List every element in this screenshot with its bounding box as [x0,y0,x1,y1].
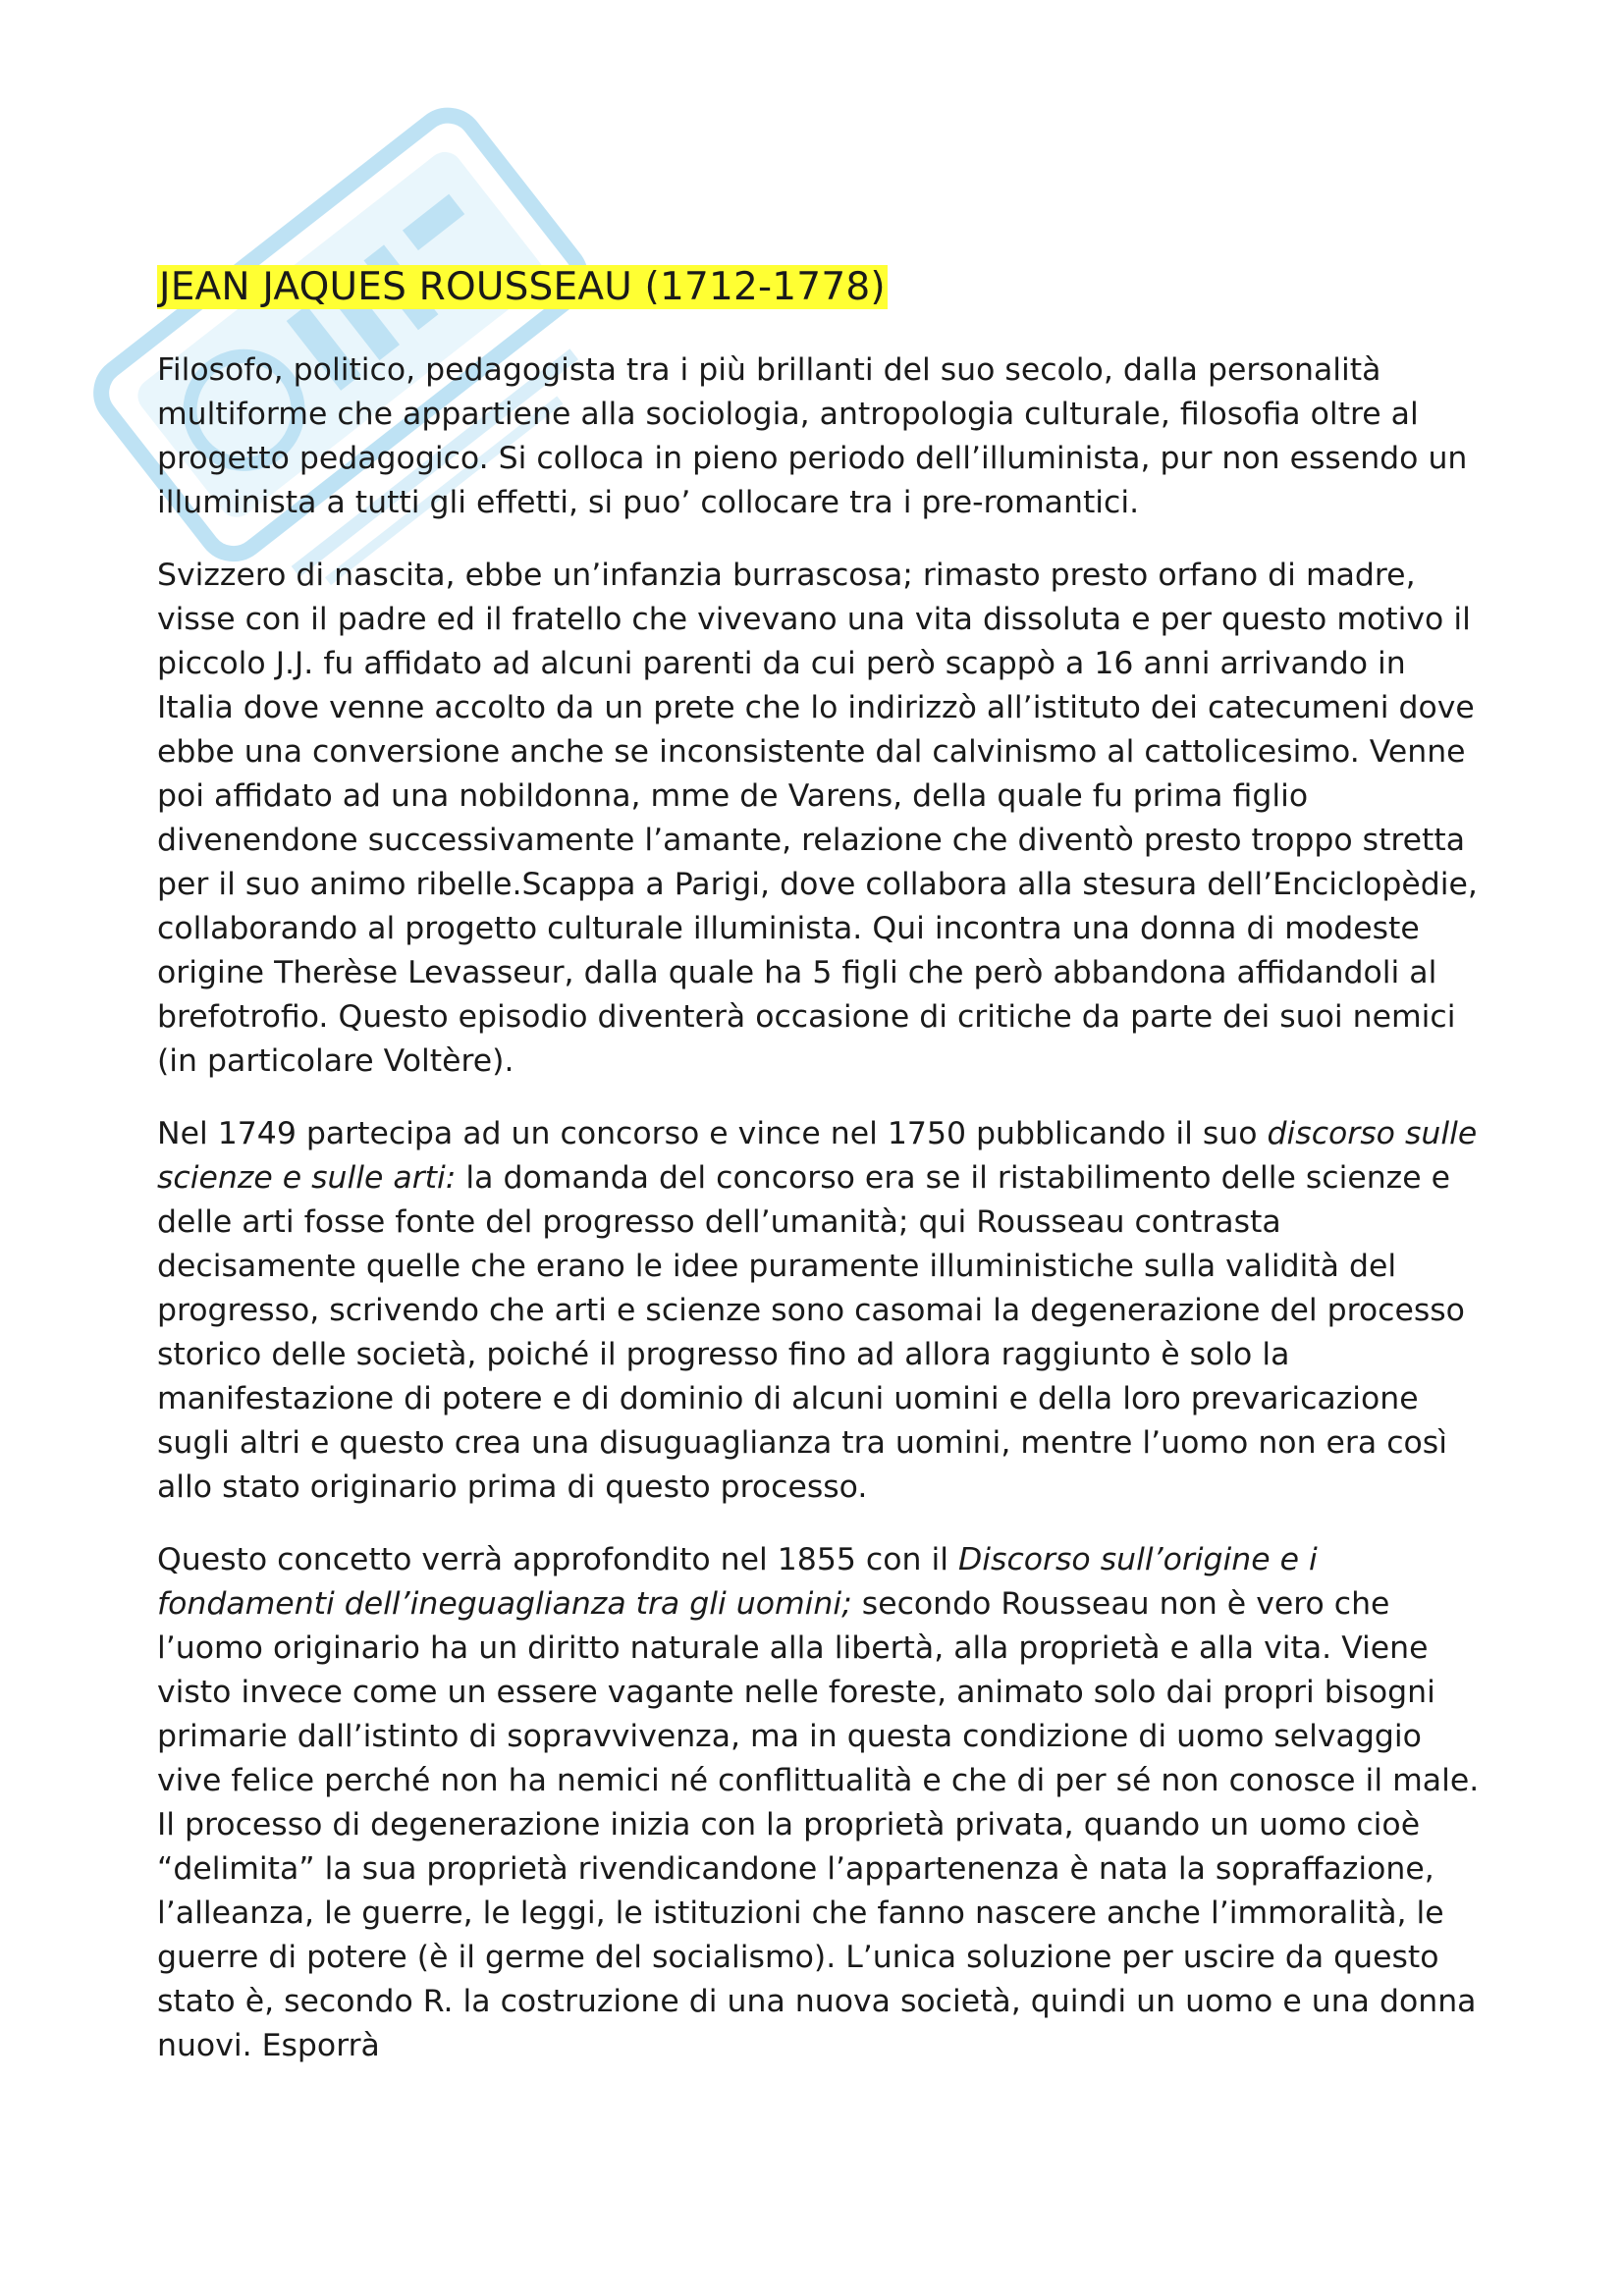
paragraph-1 [157,348,1483,525]
paragraph-text: Nel 1749 partecipa ad un concorso e vince nel 1750 pubblicando il suo [157,1115,1268,1151]
paragraph-4 [157,1538,1483,2068]
highlighted-title: JEAN JAQUES ROUSSEAU (1712-1778) [159,265,886,309]
paragraph-text: secondo Rousseau non è vero che l’uomo originario ha un diritto naturale alla libertà, alla proprietà e alla vita. Viene visto invece come un essere vagante nelle foreste, animato solo dai propri bisogni primarie dall’istinto di sopravvivenza, ma in questa condizione di uomo selvaggio vive felice perché non ha nemici né conflittualità e che di per sé non conosce il male. Il processo di degenerazione inizia con la proprietà privata, quando un uomo cioè “delimita” la sua proprietà rivendicandone l’appartenenza è nata la sopraffazione, l’alleanza, le guerre, le leggi, le istituzioni che fanno nascere anche l’immoralità, le guerre di potere (è il germe del socialismo). L’unica soluzione per uscire da questo stato è, secondo R. la costruzione di una nuova società, quindi un uomo e una donna nuovi. Esporrà [157,1585,1480,2063]
paragraph-text: Svizzero di nascita, ebbe un’infanzia burrascosa; rimasto presto orfano di madre, visse con il padre ed il fratello che vivevano una vita dissoluta e per questo motivo il piccolo J.J. fu affidato ad alcuni parenti da cui però scappò a 16 anni arrivando in Italia dove venne accolto da un prete che lo indirizzò all’istituto dei catecumeni dove ebbe una conversione anche se inconsistente dal calvinismo al cattolicesimo. Venne poi affidato ad una nobildonna, mme de Varens, della quale fu prima figlio divenendone successivamente l’amante, relazione che diventò presto troppo stretta per il suo animo ribelle.Scappa a Parigi, dove collabora alla stesura dell’Enciclopèdie, collaborando al progetto culturale illuminista. Qui incontra una donna di modeste origine Therèse Levasseur, dalla quale ha 5 figli che però abbandona affidandoli al brefotrofio. Questo episodio diventerà occasione di critiche da parte dei suoi nemici (in particolare Voltère). [157,557,1478,1079]
paragraph-2 [157,554,1483,1084]
paragraph-text: Questo concetto verrà approfondito nel 1855 con il [157,1541,959,1577]
document-page [157,265,1483,2097]
italic-title: discorso sulle scienze e sulle arti: [157,1115,1478,1196]
document-title [157,265,1483,311]
italic-title: Discorso sull’origine e i fondamenti dell’ineguaglianza tra gli uomini; [157,1541,1318,1622]
paragraph-text: la domanda del concorso era se il ristabilimento delle scienze e delle arti fosse fonte del progresso dell’umanità; qui Rousseau contrasta decisamente quelle che erano le idee puramente illuministiche sulla validità del progresso, scrivendo che arti e scienze sono casomai la degenerazione del processo storico delle società, poiché il progresso fino ad allora raggiunto è solo la manifestazione di potere e di dominio di alcuni uomini e della loro prevaricazione sugli altri e questo crea una disuguaglianza tra uomini, mentre l’uomo non era così allo stato originario prima di questo processo. [157,1159,1465,1505]
paragraph-text: Filosofo, politico, pedagogista tra i più brillanti del suo secolo, dalla personalità multiforme che appartiene alla sociologia, antropologia culturale, filosofia oltre al progetto pedagogico. Si colloca in pieno periodo dell’illuminista, pur non essendo un illuminista a tutti gli effetti, si puo’ collocare tra i pre-romantici. [157,351,1468,520]
document-body [157,348,1483,2068]
paragraph-3 [157,1112,1483,1510]
